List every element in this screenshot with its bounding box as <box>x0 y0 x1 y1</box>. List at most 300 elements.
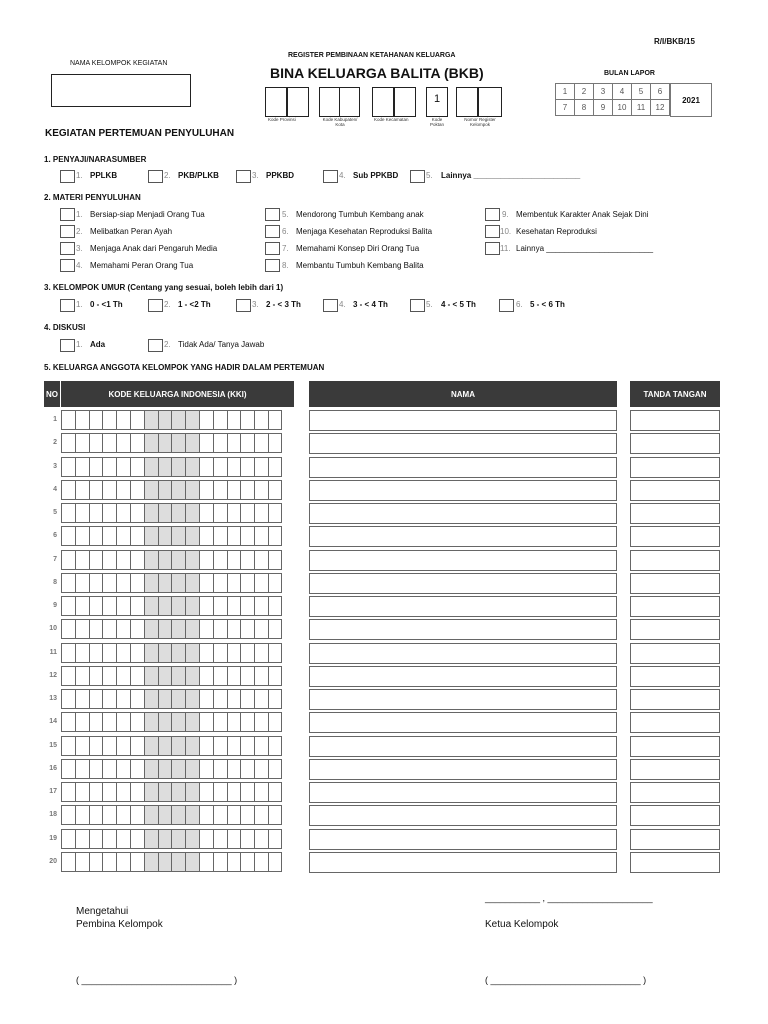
kki-digit-cell[interactable] <box>116 736 130 756</box>
kki-digit-cell[interactable] <box>89 829 103 849</box>
kki-digit-cell[interactable] <box>144 782 158 802</box>
kki-digit-cell[interactable] <box>185 712 199 732</box>
kki-digit-cell[interactable] <box>158 759 172 779</box>
kki-digit-cell[interactable] <box>61 457 75 477</box>
kki-digit-cell[interactable] <box>199 759 213 779</box>
month-cell[interactable]: 2 <box>575 84 594 100</box>
kki-digit-cell[interactable] <box>213 736 227 756</box>
checkbox[interactable] <box>410 170 425 183</box>
checkbox[interactable] <box>60 339 75 352</box>
kki-digit-cell[interactable] <box>268 852 282 872</box>
kki-digit-cell[interactable] <box>213 526 227 546</box>
code-box[interactable] <box>265 87 287 117</box>
kki-digit-cell[interactable] <box>240 596 254 616</box>
kki-digit-cell[interactable] <box>102 736 116 756</box>
kki-digit-cell[interactable] <box>89 596 103 616</box>
kki-digit-cell[interactable] <box>102 829 116 849</box>
kki-digit-cell[interactable] <box>171 550 185 570</box>
kki-digit-cell[interactable] <box>185 759 199 779</box>
kki-digit-cell[interactable] <box>158 457 172 477</box>
kki-digit-cell[interactable] <box>102 526 116 546</box>
checkbox[interactable] <box>410 299 425 312</box>
signature-cell[interactable] <box>630 526 720 547</box>
kki-digit-cell[interactable] <box>116 852 130 872</box>
kki-digit-cell[interactable] <box>240 805 254 825</box>
kki-digit-cell[interactable] <box>171 736 185 756</box>
kki-digit-cell[interactable] <box>240 829 254 849</box>
signature-cell[interactable] <box>630 643 720 664</box>
month-cell[interactable]: 4 <box>613 84 632 100</box>
kki-digit-cell[interactable] <box>171 782 185 802</box>
kki-digit-cell[interactable] <box>199 503 213 523</box>
kki-digit-cell[interactable] <box>89 782 103 802</box>
kki-digit-cell[interactable] <box>144 503 158 523</box>
kki-digit-cell[interactable] <box>227 666 241 686</box>
kki-digit-cell[interactable] <box>171 829 185 849</box>
kki-cells[interactable] <box>61 829 282 849</box>
kki-digit-cell[interactable] <box>268 596 282 616</box>
kki-digit-cell[interactable] <box>102 643 116 663</box>
checkbox[interactable] <box>323 170 338 183</box>
kki-digit-cell[interactable] <box>171 503 185 523</box>
name-cell[interactable] <box>309 829 617 850</box>
kki-digit-cell[interactable] <box>199 782 213 802</box>
kki-digit-cell[interactable] <box>130 643 144 663</box>
kki-digit-cell[interactable] <box>171 573 185 593</box>
kki-digit-cell[interactable] <box>75 712 89 732</box>
kki-digit-cell[interactable] <box>116 712 130 732</box>
kki-digit-cell[interactable] <box>158 712 172 732</box>
checkbox[interactable] <box>499 299 514 312</box>
kki-digit-cell[interactable] <box>185 643 199 663</box>
kki-cells[interactable] <box>61 457 282 477</box>
kki-digit-cell[interactable] <box>199 433 213 453</box>
kki-digit-cell[interactable] <box>240 619 254 639</box>
kki-digit-cell[interactable] <box>199 457 213 477</box>
kki-digit-cell[interactable] <box>144 526 158 546</box>
kki-digit-cell[interactable] <box>227 526 241 546</box>
kki-digit-cell[interactable] <box>254 550 268 570</box>
kki-digit-cell[interactable] <box>240 759 254 779</box>
kki-digit-cell[interactable] <box>158 410 172 430</box>
kki-digit-cell[interactable] <box>213 712 227 732</box>
kki-digit-cell[interactable] <box>89 550 103 570</box>
month-cell[interactable]: 8 <box>575 100 594 116</box>
kki-digit-cell[interactable] <box>199 736 213 756</box>
kki-digit-cell[interactable] <box>144 410 158 430</box>
kki-digit-cell[interactable] <box>240 736 254 756</box>
kki-digit-cell[interactable] <box>130 689 144 709</box>
kki-digit-cell[interactable] <box>144 712 158 732</box>
kki-digit-cell[interactable] <box>158 596 172 616</box>
kki-digit-cell[interactable] <box>102 782 116 802</box>
kki-digit-cell[interactable] <box>158 666 172 686</box>
kki-digit-cell[interactable] <box>199 550 213 570</box>
kki-digit-cell[interactable] <box>171 480 185 500</box>
kki-digit-cell[interactable] <box>268 829 282 849</box>
checkbox[interactable] <box>485 225 500 238</box>
kki-digit-cell[interactable] <box>75 480 89 500</box>
code-box[interactable] <box>456 87 478 117</box>
kki-cells[interactable] <box>61 759 282 779</box>
kki-digit-cell[interactable] <box>254 829 268 849</box>
kki-digit-cell[interactable] <box>61 410 75 430</box>
kki-digit-cell[interactable] <box>61 666 75 686</box>
signature-cell[interactable] <box>630 759 720 780</box>
kki-digit-cell[interactable] <box>185 689 199 709</box>
kki-digit-cell[interactable] <box>268 457 282 477</box>
checkbox[interactable] <box>485 242 500 255</box>
kki-digit-cell[interactable] <box>61 689 75 709</box>
kki-digit-cell[interactable] <box>227 410 241 430</box>
kki-digit-cell[interactable] <box>61 480 75 500</box>
kki-digit-cell[interactable] <box>89 643 103 663</box>
month-cell[interactable]: 12 <box>651 100 670 116</box>
signature-cell[interactable] <box>630 457 720 478</box>
kki-digit-cell[interactable] <box>254 503 268 523</box>
kki-digit-cell[interactable] <box>199 596 213 616</box>
kki-digit-cell[interactable] <box>61 619 75 639</box>
kki-digit-cell[interactable] <box>171 619 185 639</box>
signature-cell[interactable] <box>630 689 720 710</box>
kki-digit-cell[interactable] <box>254 782 268 802</box>
kki-digit-cell[interactable] <box>144 480 158 500</box>
kki-digit-cell[interactable] <box>227 689 241 709</box>
kki-digit-cell[interactable] <box>89 573 103 593</box>
kki-digit-cell[interactable] <box>102 457 116 477</box>
checkbox[interactable] <box>265 242 280 255</box>
kki-digit-cell[interactable] <box>130 852 144 872</box>
kki-digit-cell[interactable] <box>102 573 116 593</box>
kki-digit-cell[interactable] <box>240 643 254 663</box>
kki-digit-cell[interactable] <box>213 852 227 872</box>
month-cell[interactable]: 10 <box>613 100 632 116</box>
kki-digit-cell[interactable] <box>213 643 227 663</box>
kki-digit-cell[interactable] <box>171 410 185 430</box>
kki-digit-cell[interactable] <box>199 643 213 663</box>
kki-digit-cell[interactable] <box>89 805 103 825</box>
kki-digit-cell[interactable] <box>227 619 241 639</box>
kki-digit-cell[interactable] <box>130 433 144 453</box>
kki-digit-cell[interactable] <box>199 712 213 732</box>
code-box[interactable] <box>478 87 502 117</box>
kki-digit-cell[interactable] <box>75 736 89 756</box>
kki-digit-cell[interactable] <box>268 410 282 430</box>
month-cell[interactable]: 11 <box>632 100 651 116</box>
kki-digit-cell[interactable] <box>130 596 144 616</box>
name-cell[interactable] <box>309 596 617 617</box>
kki-digit-cell[interactable] <box>89 526 103 546</box>
kki-digit-cell[interactable] <box>213 410 227 430</box>
name-cell[interactable] <box>309 712 617 733</box>
checkbox[interactable] <box>323 299 338 312</box>
month-cell[interactable]: 9 <box>594 100 613 116</box>
name-cell[interactable] <box>309 782 617 803</box>
kki-digit-cell[interactable] <box>61 550 75 570</box>
kki-digit-cell[interactable] <box>116 666 130 686</box>
name-cell[interactable] <box>309 526 617 547</box>
kki-digit-cell[interactable] <box>144 643 158 663</box>
kki-digit-cell[interactable] <box>268 805 282 825</box>
kki-digit-cell[interactable] <box>75 852 89 872</box>
kki-digit-cell[interactable] <box>171 526 185 546</box>
kki-digit-cell[interactable] <box>268 643 282 663</box>
kki-digit-cell[interactable] <box>240 410 254 430</box>
kki-digit-cell[interactable] <box>268 689 282 709</box>
kki-digit-cell[interactable] <box>254 573 268 593</box>
kki-digit-cell[interactable] <box>199 666 213 686</box>
kki-digit-cell[interactable] <box>254 619 268 639</box>
kki-digit-cell[interactable] <box>199 573 213 593</box>
kki-digit-cell[interactable] <box>130 503 144 523</box>
kki-digit-cell[interactable] <box>185 596 199 616</box>
kki-digit-cell[interactable] <box>158 503 172 523</box>
kki-digit-cell[interactable] <box>268 782 282 802</box>
kki-digit-cell[interactable] <box>213 550 227 570</box>
checkbox[interactable] <box>485 208 500 221</box>
kki-digit-cell[interactable] <box>61 526 75 546</box>
kki-digit-cell[interactable] <box>75 643 89 663</box>
kki-digit-cell[interactable] <box>61 503 75 523</box>
kki-digit-cell[interactable] <box>75 805 89 825</box>
name-cell[interactable] <box>309 550 617 571</box>
signature-cell[interactable] <box>630 573 720 594</box>
kki-digit-cell[interactable] <box>144 550 158 570</box>
kki-digit-cell[interactable] <box>102 689 116 709</box>
kki-digit-cell[interactable] <box>75 457 89 477</box>
month-cell[interactable]: 1 <box>556 84 575 100</box>
kki-digit-cell[interactable] <box>102 852 116 872</box>
kki-digit-cell[interactable] <box>199 805 213 825</box>
kki-digit-cell[interactable] <box>185 666 199 686</box>
kki-digit-cell[interactable] <box>75 503 89 523</box>
kki-digit-cell[interactable] <box>130 573 144 593</box>
kki-digit-cell[interactable] <box>61 643 75 663</box>
kki-digit-cell[interactable] <box>102 666 116 686</box>
kki-digit-cell[interactable] <box>144 689 158 709</box>
signature-cell[interactable] <box>630 503 720 524</box>
signature-cell[interactable] <box>630 852 720 873</box>
kki-digit-cell[interactable] <box>227 596 241 616</box>
kki-digit-cell[interactable] <box>75 526 89 546</box>
kki-digit-cell[interactable] <box>61 736 75 756</box>
kki-digit-cell[interactable] <box>213 759 227 779</box>
kki-digit-cell[interactable] <box>116 759 130 779</box>
kki-digit-cell[interactable] <box>227 736 241 756</box>
kki-cells[interactable] <box>61 712 282 732</box>
kki-digit-cell[interactable] <box>240 526 254 546</box>
kki-digit-cell[interactable] <box>254 805 268 825</box>
kki-digit-cell[interactable] <box>240 852 254 872</box>
kki-digit-cell[interactable] <box>61 573 75 593</box>
kki-digit-cell[interactable] <box>213 573 227 593</box>
signature-ketua[interactable]: ( ______________________________ ) <box>485 975 647 985</box>
kki-digit-cell[interactable] <box>158 829 172 849</box>
kki-cells[interactable] <box>61 666 282 686</box>
kki-digit-cell[interactable] <box>61 712 75 732</box>
kki-cells[interactable] <box>61 480 282 500</box>
kki-digit-cell[interactable] <box>130 480 144 500</box>
signature-cell[interactable] <box>630 736 720 757</box>
kki-digit-cell[interactable] <box>213 829 227 849</box>
kki-digit-cell[interactable] <box>130 526 144 546</box>
checkbox[interactable] <box>60 242 75 255</box>
kki-digit-cell[interactable] <box>268 712 282 732</box>
checkbox[interactable] <box>265 208 280 221</box>
kki-digit-cell[interactable] <box>213 596 227 616</box>
kki-digit-cell[interactable] <box>240 689 254 709</box>
kki-digit-cell[interactable] <box>240 573 254 593</box>
kki-digit-cell[interactable] <box>254 643 268 663</box>
kki-digit-cell[interactable] <box>240 782 254 802</box>
kki-digit-cell[interactable] <box>227 805 241 825</box>
kki-digit-cell[interactable] <box>199 829 213 849</box>
code-box[interactable] <box>319 87 340 117</box>
code-box[interactable] <box>287 87 309 117</box>
kki-digit-cell[interactable] <box>144 736 158 756</box>
kki-digit-cell[interactable] <box>158 433 172 453</box>
kki-digit-cell[interactable] <box>227 643 241 663</box>
kki-digit-cell[interactable] <box>130 410 144 430</box>
kki-digit-cell[interactable] <box>171 643 185 663</box>
kki-digit-cell[interactable] <box>227 550 241 570</box>
kki-digit-cell[interactable] <box>116 643 130 663</box>
kki-digit-cell[interactable] <box>171 457 185 477</box>
checkbox[interactable] <box>60 259 75 272</box>
kki-digit-cell[interactable] <box>116 782 130 802</box>
kki-digit-cell[interactable] <box>213 666 227 686</box>
kki-digit-cell[interactable] <box>171 805 185 825</box>
checkbox[interactable] <box>236 299 251 312</box>
kki-digit-cell[interactable] <box>61 596 75 616</box>
kki-digit-cell[interactable] <box>171 596 185 616</box>
kki-digit-cell[interactable] <box>89 759 103 779</box>
checkbox[interactable] <box>60 170 75 183</box>
kki-digit-cell[interactable] <box>185 736 199 756</box>
kki-digit-cell[interactable] <box>227 712 241 732</box>
kki-digit-cell[interactable] <box>254 852 268 872</box>
kki-digit-cell[interactable] <box>102 410 116 430</box>
kki-digit-cell[interactable] <box>144 666 158 686</box>
kki-digit-cell[interactable] <box>102 759 116 779</box>
kki-digit-cell[interactable] <box>144 829 158 849</box>
signature-cell[interactable] <box>630 596 720 617</box>
kki-digit-cell[interactable] <box>130 666 144 686</box>
kki-digit-cell[interactable] <box>116 526 130 546</box>
kki-digit-cell[interactable] <box>89 433 103 453</box>
kki-digit-cell[interactable] <box>227 457 241 477</box>
signature-cell[interactable] <box>630 480 720 501</box>
kki-digit-cell[interactable] <box>75 689 89 709</box>
kki-digit-cell[interactable] <box>268 480 282 500</box>
kki-digit-cell[interactable] <box>158 805 172 825</box>
kki-digit-cell[interactable] <box>75 596 89 616</box>
checkbox[interactable] <box>60 225 75 238</box>
kki-digit-cell[interactable] <box>102 433 116 453</box>
kki-digit-cell[interactable] <box>268 503 282 523</box>
kki-digit-cell[interactable] <box>185 852 199 872</box>
kki-digit-cell[interactable] <box>75 573 89 593</box>
kki-digit-cell[interactable] <box>213 503 227 523</box>
kki-digit-cell[interactable] <box>268 526 282 546</box>
kki-digit-cell[interactable] <box>185 526 199 546</box>
kki-digit-cell[interactable] <box>199 689 213 709</box>
poktan-code-box[interactable]: 1 <box>426 87 448 117</box>
kki-digit-cell[interactable] <box>227 503 241 523</box>
code-box[interactable] <box>372 87 394 117</box>
kki-digit-cell[interactable] <box>171 712 185 732</box>
kki-digit-cell[interactable] <box>171 666 185 686</box>
name-cell[interactable] <box>309 619 617 640</box>
kki-digit-cell[interactable] <box>158 689 172 709</box>
kki-digit-cell[interactable] <box>213 619 227 639</box>
kki-digit-cell[interactable] <box>185 480 199 500</box>
kki-cells[interactable] <box>61 643 282 663</box>
kki-digit-cell[interactable] <box>144 852 158 872</box>
kki-digit-cell[interactable] <box>61 852 75 872</box>
kki-digit-cell[interactable] <box>89 480 103 500</box>
kki-cells[interactable] <box>61 689 282 709</box>
kki-digit-cell[interactable] <box>89 410 103 430</box>
kki-digit-cell[interactable] <box>240 433 254 453</box>
kki-digit-cell[interactable] <box>268 573 282 593</box>
month-cell[interactable]: 3 <box>594 84 613 100</box>
kki-digit-cell[interactable] <box>227 852 241 872</box>
kki-digit-cell[interactable] <box>158 852 172 872</box>
kki-digit-cell[interactable] <box>254 526 268 546</box>
kki-digit-cell[interactable] <box>89 689 103 709</box>
kki-digit-cell[interactable] <box>89 619 103 639</box>
kki-digit-cell[interactable] <box>240 503 254 523</box>
kki-digit-cell[interactable] <box>158 736 172 756</box>
kki-digit-cell[interactable] <box>116 829 130 849</box>
kki-digit-cell[interactable] <box>116 433 130 453</box>
name-cell[interactable] <box>309 643 617 664</box>
kki-digit-cell[interactable] <box>158 782 172 802</box>
signature-cell[interactable] <box>630 829 720 850</box>
kki-digit-cell[interactable] <box>130 805 144 825</box>
kki-digit-cell[interactable] <box>213 457 227 477</box>
kki-digit-cell[interactable] <box>130 619 144 639</box>
signature-cell[interactable] <box>630 619 720 640</box>
kki-digit-cell[interactable] <box>130 829 144 849</box>
kki-digit-cell[interactable] <box>185 503 199 523</box>
signature-cell[interactable] <box>630 433 720 454</box>
kki-digit-cell[interactable] <box>240 480 254 500</box>
kki-digit-cell[interactable] <box>213 782 227 802</box>
name-cell[interactable] <box>309 689 617 710</box>
kki-digit-cell[interactable] <box>213 689 227 709</box>
kki-digit-cell[interactable] <box>213 805 227 825</box>
kki-digit-cell[interactable] <box>61 759 75 779</box>
checkbox[interactable] <box>236 170 251 183</box>
name-cell[interactable] <box>309 805 617 826</box>
kki-digit-cell[interactable] <box>185 433 199 453</box>
kki-digit-cell[interactable] <box>116 457 130 477</box>
name-cell[interactable] <box>309 759 617 780</box>
kki-digit-cell[interactable] <box>254 712 268 732</box>
kki-digit-cell[interactable] <box>130 736 144 756</box>
kki-digit-cell[interactable] <box>268 736 282 756</box>
kki-digit-cell[interactable] <box>199 619 213 639</box>
kki-digit-cell[interactable] <box>240 712 254 732</box>
kki-digit-cell[interactable] <box>254 759 268 779</box>
kki-digit-cell[interactable] <box>61 829 75 849</box>
kki-digit-cell[interactable] <box>185 410 199 430</box>
kki-digit-cell[interactable] <box>254 689 268 709</box>
kki-digit-cell[interactable] <box>116 805 130 825</box>
kki-digit-cell[interactable] <box>171 759 185 779</box>
